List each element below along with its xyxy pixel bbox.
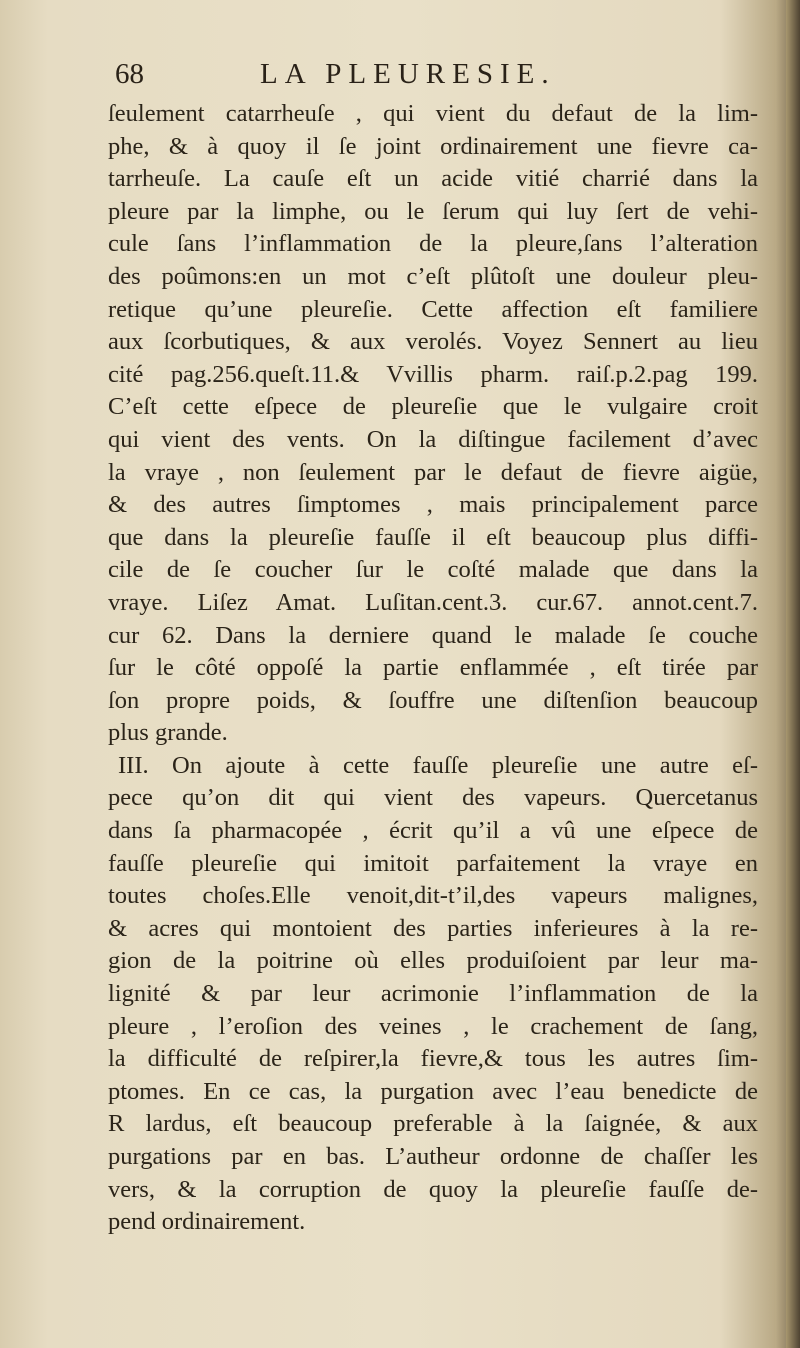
text-line: cile de ſe coucher ſur le coſté malade que dans la <box>108 556 758 584</box>
text-line: lignité & par leur acrimonie l’inflammation de la <box>108 980 758 1008</box>
text-line: & des autres ſimptomes , mais principalement parce <box>108 491 758 519</box>
text-line: gion de la poitrine où elles produiſoient par leur ma- <box>108 947 758 975</box>
text-line: que dans la pleureſie fauſſe il eſt beaucoup plus diffi- <box>108 523 758 551</box>
running-title: LA PLEURESIE. <box>260 58 556 90</box>
page-number: 68 <box>115 58 144 90</box>
text-line: qui vient des vents. On la diſtingue facilement d’avec <box>108 425 758 453</box>
text-line: purgations par en bas. L’autheur ordonne de chaſſer les <box>108 1143 758 1170</box>
text-line: des poûmons:en un mot c’eſt plûtoſt une douleur pleu- <box>108 262 758 290</box>
text-line: cur 62. Dans la derniere quand le malade ſe couche <box>108 621 758 649</box>
text-line: pleure , l’eroſion des veines , le crachement de ſang, <box>108 1012 758 1040</box>
text-line: la difficulté de reſpirer,la fievre,& tous les autres ſim- <box>108 1045 758 1073</box>
text-line: vers, & la corruption de quoy la pleureſie fauſſe de- <box>108 1175 758 1203</box>
text-line: phe, & à quoy il ſe joint ordinairement une fievre ca- <box>108 132 758 160</box>
text-line: cule ſans l’inflammation de la pleure,ſans l’alteration <box>108 230 758 258</box>
text-line: pleure par la limphe, ou le ſerum qui luy ſert de vehi- <box>108 197 758 225</box>
text-line: ſur le côté oppoſé la partie enflammée , eſt tirée par <box>108 654 758 682</box>
text-line: C’eſt cette eſpece de pleureſie que le vulgaire croit <box>108 393 758 421</box>
text-line: aux ſcorbutiques, & aux verolés. Voyez Sennert au lieu <box>108 328 758 356</box>
text-line: retique qu’une pleureſie. Cette affection eſt familiere <box>108 295 758 323</box>
text-line: pece qu’on dit qui vient des vapeurs. Quercetanus <box>108 784 758 812</box>
text-line: pend ordinairement. <box>108 1208 306 1236</box>
page-header <box>115 58 755 98</box>
text-line: & acres qui montoient des parties inferieures à la re- <box>108 914 758 942</box>
text-line: R lardus, eſt beaucoup preferable à la ſaignée, & aux <box>108 1110 758 1138</box>
text-line: toutes choſes.Elle venoit,dit-t’il,des vapeurs malignes, <box>108 882 758 910</box>
text-line: dans ſa pharmacopée , écrit qu’il a vû une eſpece de <box>108 817 758 845</box>
body-text <box>108 98 758 1239</box>
text-line: III. On ajoute à cette fauſſe pleureſie une autre eſ- <box>118 751 758 779</box>
page-edge <box>786 0 800 1348</box>
text-line: la vraye , non ſeulement par le defaut de fievre aigüe, <box>108 458 758 486</box>
text-line: vraye. Liſez Amat. Luſitan.cent.3. cur.67. annot.cent.7. <box>108 588 758 616</box>
text-line: ptomes. En ce cas, la purgation avec l’eau benedicte de <box>108 1077 758 1105</box>
text-line: fauſſe pleureſie qui imitoit parfaitement la vraye en <box>108 849 758 877</box>
text-line: cité pag.256.queſt.11.& Vvillis pharm. raiſ.p.2.pag 199. <box>108 360 758 388</box>
text-line: plus grande. <box>108 719 228 747</box>
text-line: ſon propre poids, & ſouffre une diſtenſion beaucoup <box>108 686 758 714</box>
text-line: ſeulement catarrheuſe , qui vient du defaut de la lim- <box>108 100 758 127</box>
text-line: tarrheuſe. La cauſe eſt un acide vitié charrié dans la <box>108 165 758 193</box>
